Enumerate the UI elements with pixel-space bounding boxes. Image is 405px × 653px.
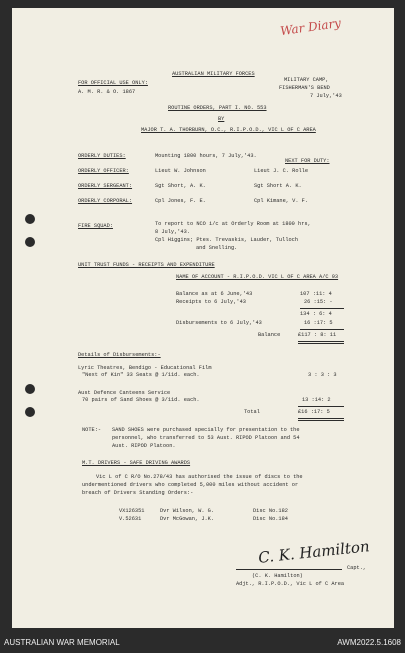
- final-balance-label: Balance: [258, 332, 281, 338]
- next-for-duty-label: NEXT FOR DUTY:: [285, 158, 330, 164]
- orderly-officer-next: Lieut J. C. Rolle: [254, 168, 309, 174]
- disbursements-label: Disbursements to 6 July,'43: [176, 320, 262, 326]
- signature-rank: Capt.,: [347, 565, 367, 571]
- orderly-corporal-next: Cpl Kimane, V. F.: [254, 198, 309, 204]
- mt-drivers-line-1: Vic L of C R/O No.278/43 has authorised the issue of discs to the: [96, 474, 303, 480]
- subtotal-rule: [300, 308, 344, 309]
- fire-squad-label: FIRE SQUAD:: [78, 223, 113, 229]
- note-line-3: Aust. RIPOD Platoon.: [112, 443, 176, 449]
- orderly-sergeant-label: ORDERLY SERGEANT:: [78, 183, 133, 189]
- fire-squad-line-3: Cpl Higgins; Ptes. Trevaskis, Lauder, Tulloch: [155, 237, 299, 243]
- balance-value: 107 :11: 4: [300, 291, 332, 297]
- camp-date: 7 July,'43: [310, 93, 342, 99]
- total-label: Total: [244, 409, 260, 415]
- official-use-label: FOR OFFICIAL USE ONLY:: [78, 80, 148, 86]
- mt-drivers-line-2: undermentioned drivers who completed 5,000 miles without accident or: [82, 482, 299, 488]
- handwritten-signature: C. K. Hamilton: [257, 537, 371, 567]
- fire-squad-line-1: To report to NCO i/c at Orderly Room at 1800 hrs,: [155, 221, 311, 227]
- driver-1-number: VX126351: [119, 508, 145, 514]
- receipts-value: 26 :15: -: [304, 299, 333, 305]
- punch-hole: [25, 214, 35, 224]
- orderly-sergeant-current: Sgt Short, A. K.: [155, 183, 206, 189]
- mt-drivers-heading: M.T. DRIVERS - SAFE DRIVING AWARDS: [82, 460, 191, 466]
- double-rule-2: [298, 343, 344, 344]
- orderly-officer-label: ORDERLY OFFICER:: [78, 168, 129, 174]
- camp-line-1: MILITARY CAMP,: [284, 77, 329, 83]
- document-page: [12, 8, 394, 628]
- balance-rule: [300, 329, 344, 330]
- item-2-line-2: 70 pairs of Sand Shoes @ 3/11d. each.: [82, 397, 200, 403]
- note-line-2: personnel, who transferred to 53 Aust. RIPOD Platoon and 54: [112, 435, 300, 441]
- driver-1-disc: Disc No.182: [253, 508, 288, 514]
- item-1-line-1: Lyric Theatres, Bendigo - Educational Film: [78, 365, 212, 371]
- orderly-corporal-current: Cpl Jones, F. E.: [155, 198, 206, 204]
- orderly-duties-label: ORDERLY DUTIES:: [78, 153, 126, 159]
- fire-squad-line-2: 8 July,'43.: [155, 229, 190, 235]
- note-line-1: SAND SHOES were purchased specially for presentation to the: [112, 427, 300, 433]
- footer-reference: AWM2022.5.1608: [337, 638, 401, 647]
- orderly-corporal-label: ORDERLY CORPORAL:: [78, 198, 133, 204]
- final-balance-value: £117 : 8: 11: [298, 332, 337, 338]
- mt-drivers-line-3: breach of Drivers Standing Orders:-: [82, 490, 194, 496]
- driver-2-name: Dvr McGowan, J.K.: [160, 516, 215, 522]
- total-rule: [298, 406, 344, 407]
- signature-rule: [236, 569, 342, 570]
- orders-heading: ROUTINE ORDERS, PART I. NO. 553: [168, 105, 267, 111]
- total-value: £16 :17: 5: [298, 409, 330, 415]
- fire-squad-line-4: and Snelling.: [196, 245, 238, 251]
- note-label: NOTE:-: [82, 427, 102, 433]
- item-2-value: 13 :14: 2: [302, 397, 331, 403]
- orderly-sergeant-next: Sgt Short A. K.: [254, 183, 302, 189]
- trust-funds-label: UNIT TRUST FUNDS - RECEIPTS AND EXPENDITURE: [78, 262, 215, 268]
- reference-number: A. M. R. & O. 1867: [78, 89, 136, 95]
- driver-1-name: Dvr Wilson, W. G.: [160, 508, 215, 514]
- orderly-officer-current: Lieut W. Johnson: [155, 168, 206, 174]
- punch-hole: [25, 384, 35, 394]
- disbursements-value: 16 :17: 5: [304, 320, 333, 326]
- driver-2-disc: Disc No.184: [253, 516, 288, 522]
- signature-typed-name: (C. K. Hamilton): [252, 573, 303, 579]
- balance-label: Balance as at 6 June,'43: [176, 291, 253, 297]
- mounting-text: Mounting 1800 hours, 7 July,'43.: [155, 153, 257, 159]
- receipts-label: Receipts to 6 July,'43: [176, 299, 246, 305]
- item-1-value: 3 : 3 : 3: [308, 372, 337, 378]
- item-2-line-1: Aust Defence Canteens Service: [78, 390, 171, 396]
- item-1-line-2: "Next of Kin" 33 Seats @ 1/11d. each.: [82, 372, 200, 378]
- camp-line-2: FISHERMAN'S BEND: [279, 85, 330, 91]
- orders-by: BY: [218, 116, 225, 122]
- war-diary-handwriting: War Diary: [279, 15, 342, 39]
- double-rule-1: [298, 341, 344, 342]
- account-name: NAME OF ACCOUNT - R.I.P.O.D. VIC L OF C AREA A/C 93: [176, 274, 339, 280]
- total-double-rule-1: [298, 418, 344, 419]
- punch-hole: [25, 407, 35, 417]
- footer-source: AUSTRALIAN WAR MEMORIAL: [4, 638, 120, 647]
- signature-title: Adjt., R.I.P.O.D., Vic L of C Area: [236, 581, 345, 587]
- punch-hole: [25, 237, 35, 247]
- subtotal-value: 134 : 6: 4: [300, 311, 332, 317]
- orders-officer: MAJOR T. A. THORBURN, O.C., R.I.P.O.D., VIC L OF C AREA: [141, 127, 316, 133]
- disbursements-heading: Details of Disbursements:-: [78, 352, 161, 358]
- driver-2-number: V.52631: [119, 516, 142, 522]
- document-title: AUSTRALIAN MILITARY FORCES: [172, 71, 255, 77]
- total-double-rule-2: [298, 420, 344, 421]
